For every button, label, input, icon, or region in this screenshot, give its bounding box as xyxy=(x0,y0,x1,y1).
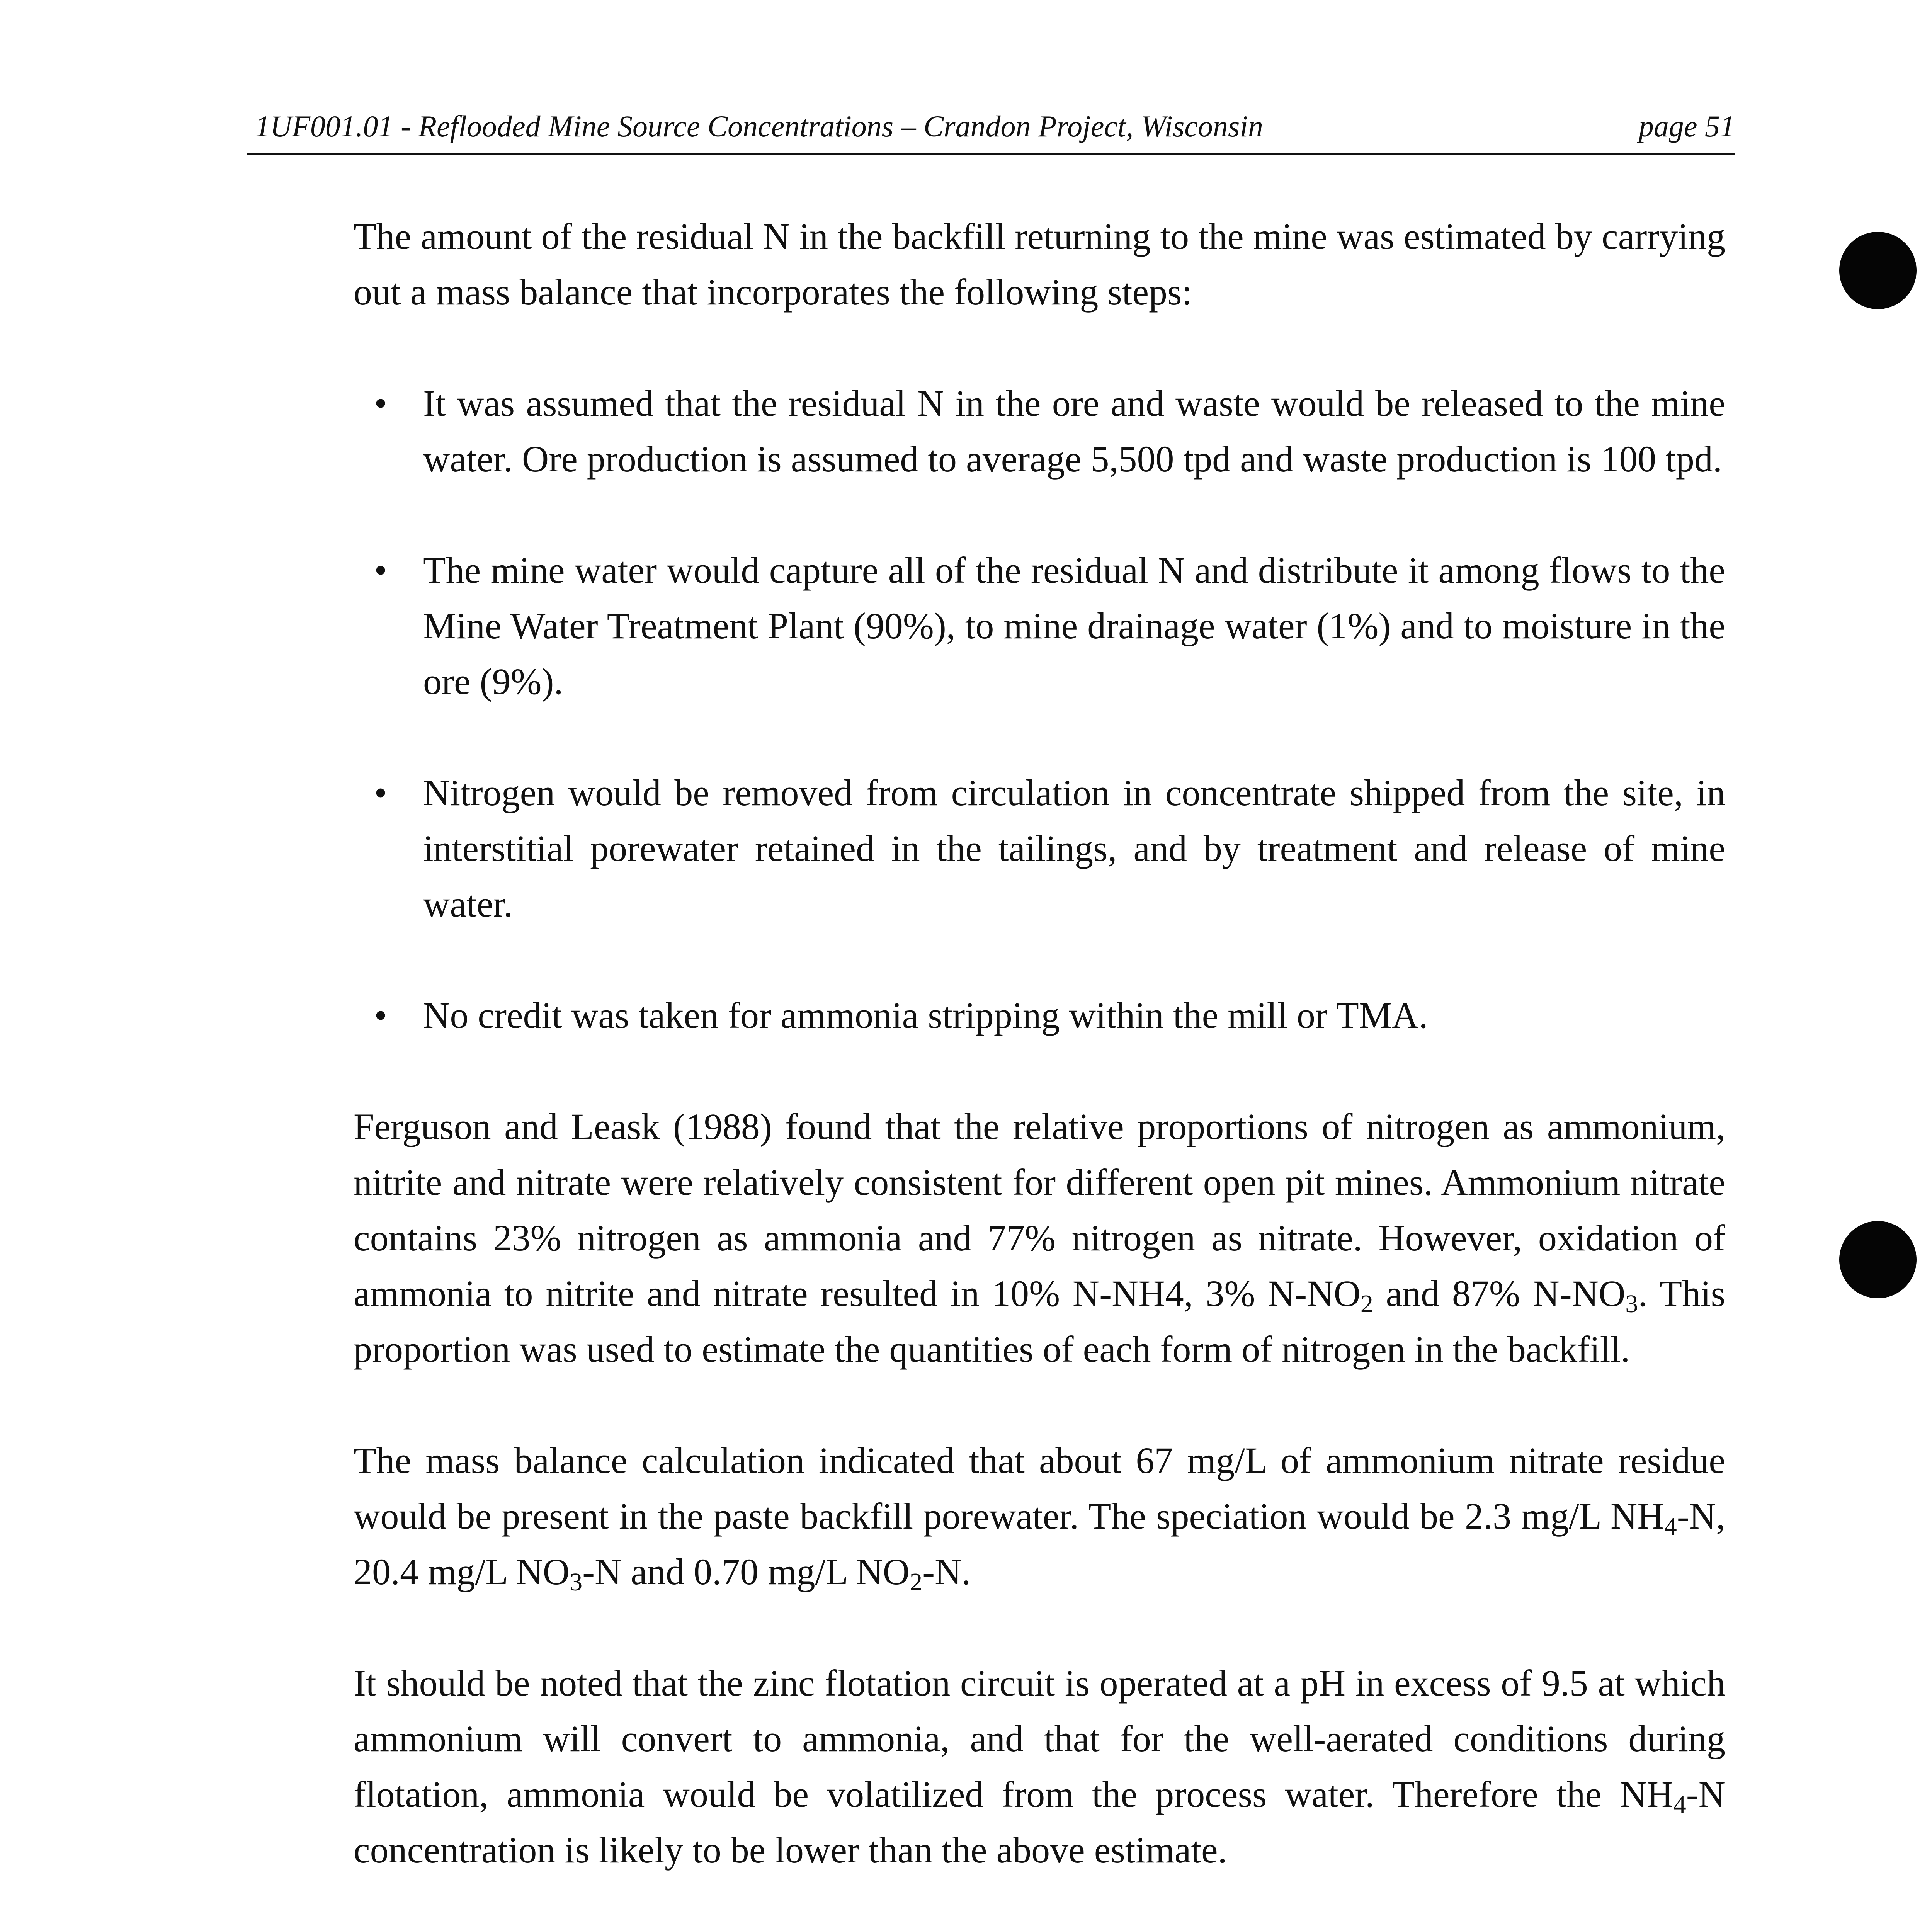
bullet-icon: • xyxy=(374,772,387,813)
list-item-text: The mine water would capture all of the residual N and distribute it among flows to the Mine Water Treatment Plant (90%), to mine drainage water (1%) and to moisture in the ore (9%). xyxy=(423,549,1725,702)
paragraph-text: It should be noted that the zinc flotation circuit is operated at a pH in excess of 9.5 at which ammonium will convert to ammonia, and that for the well-aerated conditions during flotation, ammonia would be volatilized from the process water. Therefore the NH xyxy=(354,1662,1725,1815)
flotation-paragraph xyxy=(354,1655,1725,1878)
subscript: 4 xyxy=(1673,1791,1686,1819)
bullet-icon: • xyxy=(374,995,387,1036)
paragraph-text: The mass balance calculation indicated that about 67 mg/L of ammonium nitrate residue would be present in the paste backfill porewater. The speciation would be 2.3 mg/L NH xyxy=(354,1440,1725,1537)
subscript: 4 xyxy=(1664,1512,1677,1541)
subscript: 2 xyxy=(1360,1290,1373,1318)
list-item-text: Nitrogen would be removed from circulation in concentrate shipped from the site, in interstitial porewater retained in the tailings, and by treatment and release of mine water. xyxy=(423,772,1725,925)
list-item xyxy=(354,765,1725,932)
header-page-number: page 51 xyxy=(1638,109,1735,143)
mass-balance-paragraph xyxy=(354,1433,1725,1600)
punch-hole xyxy=(1839,1221,1917,1298)
paragraph-text: -N, 20.4 mg/L NO xyxy=(354,1495,1725,1592)
list-item xyxy=(354,543,1725,709)
paragraph-text: . This proportion was used to estimate the quantities of each form of nitrogen in the backfill. xyxy=(354,1273,1726,1370)
list-item xyxy=(354,988,1725,1043)
bullet-icon: • xyxy=(374,549,387,591)
proportions-paragraph xyxy=(354,1099,1725,1377)
subscript: 3 xyxy=(570,1568,583,1596)
running-header xyxy=(255,100,1735,158)
body-text xyxy=(354,209,1725,1932)
header-title: 1UF001.01 - Reflooded Mine Source Concentrations – Crandon Project, Wisconsin xyxy=(255,109,1264,143)
punch-hole xyxy=(1839,232,1917,309)
paragraph-text: Ferguson and Leask (1988) found that the relative proportions of nitrogen as ammonium, nitrite and nitrate were relatively consistent for different open pit mines. Ammonium nitrate contains 23% nitrogen as ammonia and 77% nitrogen as nitrate. However, oxidation of ammonia to nitrite and nitrate resulted in 10% N-NH4, 3% N-NO xyxy=(354,1106,1725,1314)
steps-list xyxy=(354,376,1725,1043)
paragraph-text: -N concentration is likely to be lower than the above estimate. xyxy=(354,1774,1725,1871)
list-item xyxy=(354,376,1725,487)
bullet-icon: • xyxy=(374,383,387,424)
paragraph-text: and 87% N-NO xyxy=(1373,1273,1626,1314)
list-item-text: It was assumed that the residual N in the ore and waste would be released to the mine water. Ore production is assumed to average 5,500 tpd and waste production is 100 tpd. xyxy=(423,383,1725,480)
header-rule xyxy=(247,153,1735,155)
paragraph-text: -N. xyxy=(922,1551,971,1592)
subscript: 3 xyxy=(1625,1290,1638,1318)
list-item-text: No credit was taken for ammonia stripping within the mill or TMA. xyxy=(423,995,1428,1036)
subscript: 2 xyxy=(910,1568,923,1596)
paragraph-text: -N and 0.70 mg/L NO xyxy=(582,1551,910,1592)
intro-paragraph: The amount of the residual N in the backfill returning to the mine was estimated by carrying out a mass balance that incorporates the following steps: xyxy=(354,216,1725,313)
